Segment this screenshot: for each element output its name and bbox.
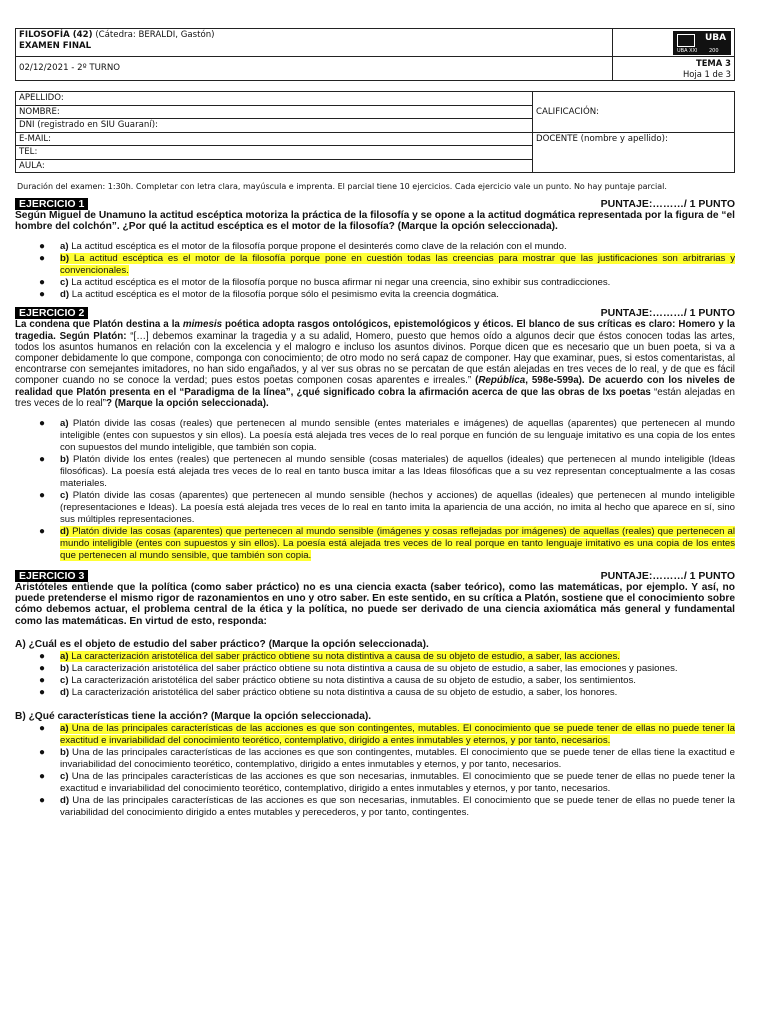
ex3-question-b: B) ¿Qué características tiene la acción? (Marque la opción seleccionada).: [15, 710, 372, 722]
date-cell: [16, 57, 613, 81]
nombre-field[interactable]: NOMBRE:: [16, 105, 533, 119]
apellido-field[interactable]: APELLIDO:: [16, 92, 533, 106]
bullet-icon: ●: [39, 650, 46, 662]
bullet-icon: ●: [39, 662, 46, 674]
ex3b-option-d[interactable]: ● d) Una de las principales características de las acciones es que son necesarias, inmutables. El conocimiento que se puede tener de ellas no puede tener la variabilidad del conocimiento dirigido a entes mutables y perecederos, y por tanto, contingentes.: [39, 794, 735, 818]
ex2-header: [15, 307, 735, 319]
logo-sub2: 200: [709, 48, 719, 54]
uba-logo: [673, 31, 731, 55]
logo-sub: UBA XXI: [677, 48, 698, 54]
bullet-icon: ●: [39, 418, 46, 430]
docente-field[interactable]: DOCENTE (nombre y apellido):: [533, 132, 735, 173]
ex3a-option-c[interactable]: ● c) La caracterización aristotélica del saber práctico obtiene su nota distintiva a causa de su objeto de estudio, a saber, los sentimientos.: [39, 674, 636, 686]
ex3b-option-a[interactable]: ● a) Una de las principales características de las acciones es que son contingentes, mutables. El conocimiento que se puede tener de ellas no puede tener la exactitud e invariabilidad del conocimiento teorético, contemplativo, dirigido a entes inmutables y eternos, y por tanto, necesarios.: [39, 722, 735, 746]
ex1-puntaje: PUNTAJE:………/ 1 PUNTO: [600, 198, 735, 210]
ex1-header: [15, 198, 735, 210]
ex3a-option-b[interactable]: ● b) La caracterización aristotélica del saber práctico obtiene su nota distintiva a causa de su objeto de estudio, a saber, las emociones y pasiones.: [39, 662, 678, 674]
bullet-icon: ●: [39, 289, 46, 301]
subject-cell: [16, 29, 613, 57]
ex2-option-a[interactable]: ● a) Platón divide las cosas (reales) que pertenecen al mundo sensible (entes materiales e imágenes) de aquellas (aparentes) que pertenecen al mundo inteligible (entes con supuestos y sin ellos). La poesía está alejada tres veces de lo real porque en función de su lenguaje imitativo es una copia de los entes con supuestos del mundo inteligible, que también son copia.: [39, 418, 736, 454]
logo-cell: [613, 29, 735, 57]
calificacion-field[interactable]: CALIFICACIÓN:: [533, 92, 735, 133]
aula-field[interactable]: AULA:: [16, 159, 533, 173]
bullet-icon: ●: [39, 794, 46, 806]
catedra: (Cátedra: BERALDI, Gastón): [95, 30, 215, 40]
bullet-icon: ●: [39, 253, 46, 265]
bullet-icon: ●: [39, 722, 46, 734]
ex1-label: EJERCICIO 1: [15, 198, 88, 210]
ex1-options: [15, 241, 735, 301]
bullet-icon: ●: [39, 490, 46, 502]
tema: TEMA 3: [696, 58, 731, 68]
ex2-option-d[interactable]: ● d) Platón divide las cosas (aparentes) que pertenecen al mundo sensible (imágenes y cosas reflejadas por imágenes) de aquellas (reales) que pertenecen al mundo inteligible (entes con supuestos y sin ellos). La poesía está alejada tres veces de lo real porque en tanto lenguaje imitativo es una copia de los entes que pertenecen al mundo sensible, que también son copia.: [39, 526, 735, 562]
ex1-option-d[interactable]: ● d) La actitud escéptica es el motor de la filosofía porque sólo el pesimismo evita la creencia dogmática.: [39, 289, 499, 301]
ex1-option-b[interactable]: ● b) La actitud escéptica es el motor de la filosofía porque pone en cuestión todas las creencias para mostrar que las justificaciones son arbitrarias y convencionales.: [39, 253, 735, 277]
ex2-options: [15, 418, 735, 562]
email-field[interactable]: E-MAIL:: [16, 132, 533, 146]
ex1-option-c[interactable]: ● c) La actitud escéptica es el motor de la filosofía porque no busca afirmar ni negar una creencia, sino exhibir sus contradicciones.: [39, 277, 611, 289]
header-table: [15, 28, 735, 81]
ex3-intro: Aristóteles entiende que la política (como saber práctico) no es una ciencia exacta (saber teórico), como las matemáticas, por ejemplo. Y así, no puede pretenderse el mismo rigor de razonamientos en uno y otro saber. En este sentido, en su crítica a Platón, sostiene que el conocimiento sobre cómo debemos actuar, el problema central de la ética y la política, no puede ser derivado de una ciencia axiomática más general y fundamental como las matemáticas. En virtud de esto, responda:: [15, 582, 735, 627]
subject-title: FILOSOFÍA (42): [19, 30, 93, 40]
instructions: Duración del examen: 1:30h. Completar con letra clara, mayúscula e imprenta. El parcial tiene 10 ejercicios. Cada ejercicio vale un punto. No hay puntaje parcial.: [17, 182, 667, 191]
bullet-icon: ●: [39, 746, 46, 758]
bullet-icon: ●: [39, 241, 46, 253]
ex3a-option-a[interactable]: ● a) La caracterización aristotélica del saber práctico obtiene su nota distintiva a causa de su objeto de estudio, a saber, las acciones.: [39, 650, 620, 662]
dni-field[interactable]: DNI (registrado en SIU Guaraní):: [16, 119, 533, 133]
ex2-puntaje: PUNTAJE:………/ 1 PUNTO: [600, 307, 735, 320]
ex3-header: [15, 570, 735, 582]
ex3b-option-c[interactable]: ● c) Una de las principales características de las acciones es que son necesarias, inmutables. El conocimiento que se puede tener de ellas no puede tener la exactitud e invariabilidad del conocimiento teorético, contemplativo, dirigido a entes inmutables y eternos, y por tanto, necesarios.: [39, 770, 735, 794]
exam-page: [15, 28, 735, 819]
tel-field[interactable]: TEL:: [16, 146, 533, 160]
logo-text: UBA: [705, 33, 727, 43]
ex2-question: La condena que Platón destina a la mimesis poética adopta rasgos ontológicos, epistemológicos y éticos. El blanco de sus críticas es claro: Homero y la tragedia. Según Platón: “[…] debemos examinar la tragedia y a su adalid, Homero, puesto que hemos oído a algunos decir que éstos conocen todas las artes, todos los asuntos humanos en relación con la excelencia y el malogro e incluso los asuntos divinos. Porque dicen que es necesario que un buen poeta, si va a componer debidamente lo que compone, componga con conocimiento; de otro modo no será capaz de componer. Hay que examinar, pues, si estos comentaristas, al encontrarse con semejantes imitadores, no han sido engañados, y al ver sus obras no se percatan de que están alejadas en tres veces de lo real, y de que es fácil componer cuando no se conoce la verdad; pues estos poetas componen cosas aparentes e irreales.” (República, 598e-599a). De acuerdo con los niveles de realidad que Platón presenta en el “Paradigma de la línea”, ¿qué significado cobra la afirmación acerca de que las obras de lxs poetas “están alejadas en tres veces de lo real”? (Marque la opción seleccionada).: [15, 319, 735, 409]
bullet-icon: ●: [39, 454, 46, 466]
bullet-icon: ●: [39, 526, 46, 538]
ex2-option-c[interactable]: ● c) Platón divide las cosas (aparentes) que pertenecen al mundo sensible (hechos y acciones) de aquellas (ideales) que pertenecen al mundo inteligible (representaciones e Ideas). La poesía está alejada tres veces de lo real en tanto imita la apariencia de una acción, no imita al hecho que aparece en sí, sino sus múltiples representaciones.: [39, 490, 735, 526]
student-form: [15, 91, 735, 173]
ex3-question-a: A) ¿Cuál es el objeto de estudio del saber práctico? (Marque la opción seleccionada).: [15, 638, 429, 650]
ex3a-option-d[interactable]: ● d) La caracterización aristotélica del saber práctico obtiene su nota distintiva a causa de su objeto de estudio, a saber, los honores.: [39, 686, 618, 698]
ex2-option-b[interactable]: ● b) Platón divide los entes (reales) que pertenecen al mundo sensible (cosas materiales) de aquellos (ideales) que pertenecen al mundo inteligible (Ideas filosóficas). La poesía está alejada tres veces de lo real en tanto busca imitar a las Ideas filosóficas que a su vez representan conceptualmente a las cosas materiales.: [39, 454, 735, 490]
bullet-icon: ●: [39, 686, 46, 698]
ex1-question: Según Miguel de Unamuno la actitud escéptica motoriza la práctica de la filosofía y se opone a la actitud dogmática representada por la figura de “el hombre del colchón”. ¿Por qué la actitud escéptica es el motor de la filosofía? (Marque la opción seleccionada).: [15, 210, 735, 233]
bullet-icon: ●: [39, 674, 46, 686]
ex3-puntaje: PUNTAJE:………/ 1 PUNTO: [600, 570, 735, 583]
ex3-options-a: [15, 651, 735, 699]
hoja: Hoja 1 de 3: [683, 68, 731, 79]
ex3-options-b: [15, 723, 735, 819]
ex3b-option-b[interactable]: ● b) Una de las principales características de las acciones es que son contingentes, mutables. El conocimiento que se puede tener de ellas tiene la exactitud e invariabilidad del conocimiento teorético, contemplativo, dirigido a entes inmutables y eternos, y por tanto, necesarios.: [39, 746, 735, 770]
exam-date: 02/12/2021 - 2º TURNO: [19, 63, 121, 74]
bullet-icon: ●: [39, 277, 46, 289]
bullet-icon: ●: [39, 770, 46, 782]
exam-type: EXAMEN FINAL: [19, 40, 92, 51]
ex3-label: EJERCICIO 3: [15, 570, 88, 582]
tema-cell: [613, 57, 735, 81]
ex1-option-a[interactable]: ● a) La actitud escéptica es el motor de la filosofía porque propone el desinterés como clave de la relación con el mundo.: [39, 241, 567, 253]
ex2-label: EJERCICIO 2: [15, 307, 88, 319]
